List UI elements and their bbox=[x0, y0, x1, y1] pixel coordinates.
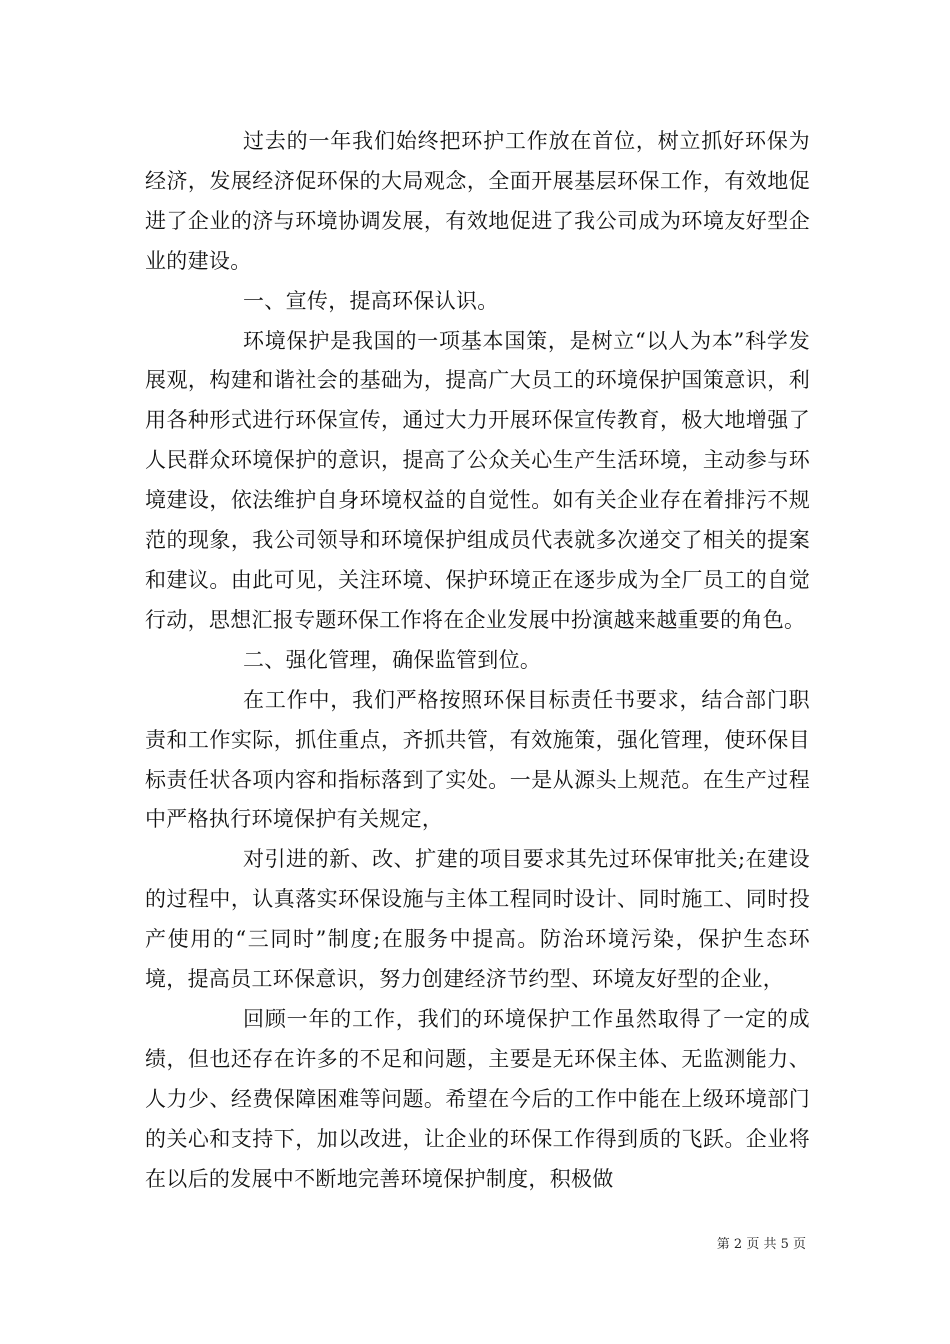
paragraph-management: 在工作中，我们严格按照环保目标责任书要求，结合部门职责和工作实际，抓住重点，齐抓共管，有效施策，强化管理，使环保目标责任状各项内容和指标落到了实处。一是从源头上规范。在生产过程中严格执行环境保护有关规定， bbox=[145, 687, 810, 832]
paragraph-projects: 对引进的新、改、扩建的项目要求其先过环保审批关;在建设的过程中，认真落实环保设施与主体工程同时设计、同时施工、同时投产使用的“三同时”制度;在服务中提高。防治环境污染，保护生态环境，提高员工环保意识，努力创建经济节约型、环境友好型的企业， bbox=[145, 847, 810, 992]
heading-section-2: 二、强化管理，确保监管到位。 bbox=[243, 647, 542, 672]
document-body bbox=[145, 122, 810, 1199]
paragraph-intro: 过去的一年我们始终把环护工作放在首位，树立抓好环保为经济，发展经济促环保的大局观念，全面开展基层环保工作，有效地促进了企业的济与环境协调发展，有效地促进了我公司成为环境友好型企业的建设。 bbox=[145, 129, 810, 273]
paragraph-publicity: 环境保护是我国的一项基本国策，是树立“以人为本”科学发展观，构建和谐社会的基础为，提高广大员工的环境保护国策意识，利用各种形式进行环保宣传，通过大力开展环保宣传教育，极大地增强了人民群众环境保护的意识，提高了公众关心生产生活环境，主动参与环境建设，依法维护自身环境权益的自觉性。如有关企业存在着排污不规范的现象，我公司领导和环境保护组成员代表就多次递交了相关的提案和建议。由此可见，关注环境、保护环境正在逐步成为全厂员工的自觉行动，思想汇报专题环保工作将在企业发展中扮演越来越重要的角色。 bbox=[145, 328, 810, 632]
heading-section-1: 一、宣传，提高环保认识。 bbox=[243, 288, 499, 313]
paragraph-review: 回顾一年的工作，我们的环境保护工作虽然取得了一定的成绩，但也还存在许多的不足和问题，主要是无环保主体、无监测能力、人力少、经费保障困难等问题。希望在今后的工作中能在上级环境部门的关心和支持下，加以改进，让企业的环保工作得到质的飞跃。企业将在以后的发展中不断地完善环境保护制度，积极做 bbox=[145, 1006, 810, 1191]
page-number-footer: 第 2 页 共 5 页 bbox=[716, 1237, 806, 1252]
